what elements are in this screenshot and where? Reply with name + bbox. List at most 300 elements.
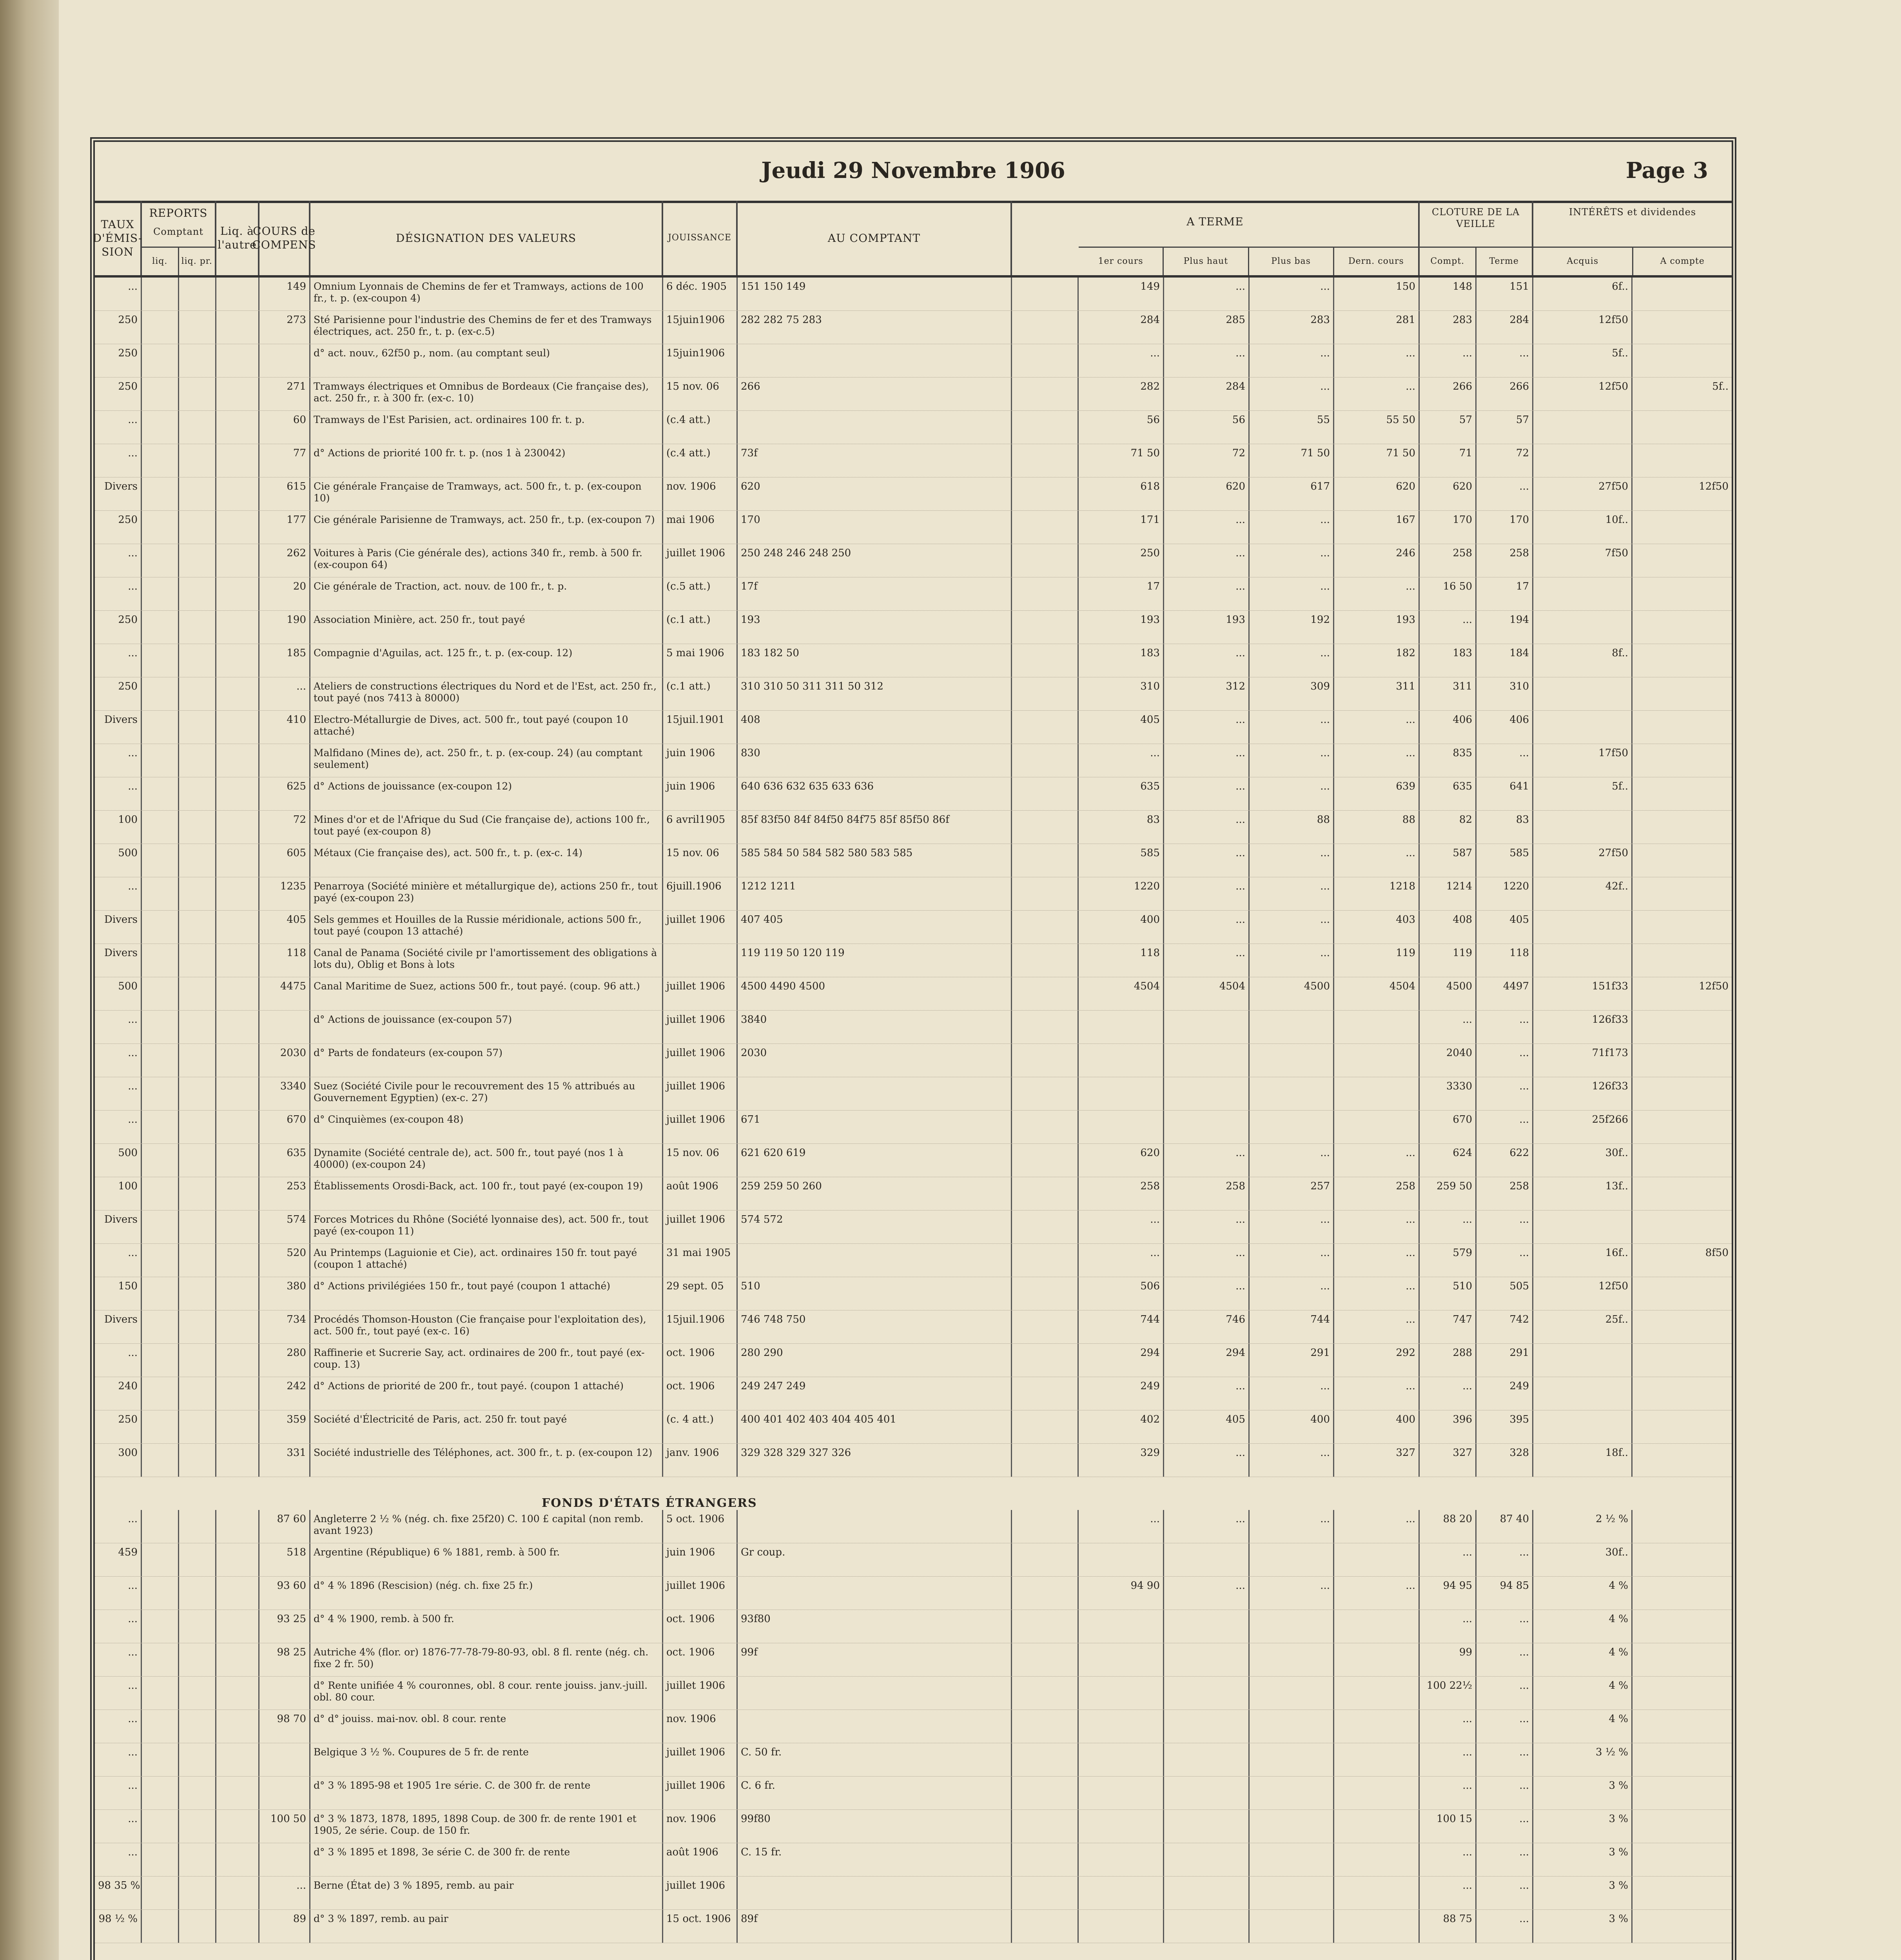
cloture-compt-cell: 4500	[1420, 977, 1477, 1010]
premier-cours-cell	[1079, 1710, 1164, 1743]
report-liqpr-cell	[179, 1810, 216, 1843]
designation-cell: Berne (État de) 3 % 1895, remb. au pair	[310, 1877, 663, 1909]
report-liqpr-cell	[179, 444, 216, 477]
interets-acquis-cell: 27f50	[1533, 844, 1633, 877]
premier-cours-cell: 258	[1079, 1177, 1164, 1210]
jouissance-cell: oct. 1906	[663, 1377, 738, 1410]
taux-cell: ...	[95, 1111, 142, 1143]
plus-bas-cell: 617	[1250, 477, 1334, 510]
plus-haut-cell: ...	[1164, 1444, 1250, 1477]
report-liqpr-cell	[179, 1743, 216, 1776]
premier-cours-cell	[1079, 1743, 1164, 1776]
cloture-compt-cell: ...	[1420, 1710, 1477, 1743]
taux-cell: ...	[95, 1044, 142, 1077]
interets-acompte-cell	[1633, 311, 1732, 344]
report-liqpr-cell	[179, 1410, 216, 1443]
dernier-cours-cell	[1334, 1044, 1420, 1077]
dernier-cours-cell	[1334, 1543, 1420, 1576]
terme-label-cell	[1012, 577, 1079, 610]
terme-label-cell	[1012, 278, 1079, 310]
plus-haut-cell: 285	[1164, 311, 1250, 344]
terme-label-cell	[1012, 911, 1079, 944]
terme-label-cell	[1012, 1843, 1079, 1876]
dernier-cours-cell	[1334, 1910, 1420, 1943]
cloture-terme-cell: 249	[1477, 1377, 1533, 1410]
interets-acquis-cell	[1533, 1210, 1633, 1243]
plus-haut-cell: ...	[1164, 344, 1250, 377]
interets-acquis-cell	[1533, 1377, 1633, 1410]
terme-label-cell	[1012, 1743, 1079, 1776]
cloture-terme-cell: ...	[1477, 1777, 1533, 1809]
dernier-cours-cell: 4504	[1334, 977, 1420, 1010]
terme-label-cell	[1012, 1410, 1079, 1443]
designation-cell: Argentine (République) 6 % 1881, remb. à 500 fr.	[310, 1543, 663, 1576]
interets-acompte-cell	[1633, 544, 1732, 577]
plus-haut-cell: 258	[1164, 1177, 1250, 1210]
cloture-compt-cell: ...	[1420, 1610, 1477, 1643]
taux-cell: ...	[95, 577, 142, 610]
terme-label-cell	[1012, 444, 1079, 477]
cloture-compt-cell: 396	[1420, 1410, 1477, 1443]
report-liqpr-cell	[179, 1044, 216, 1077]
terme-label-cell	[1012, 744, 1079, 777]
premier-cours-cell: 402	[1079, 1410, 1164, 1443]
designation-cell: d° 3 % 1897, remb. au pair	[310, 1910, 663, 1943]
cloture-terme-cell: 17	[1477, 577, 1533, 610]
plus-haut-cell: ...	[1164, 744, 1250, 777]
comptant-cell: 73f	[738, 444, 1012, 477]
designation-cell: Mines d'or et de l'Afrique du Sud (Cie française de), actions 100 fr., tout payé (ex-coupon 8)	[310, 811, 663, 844]
report-liq-cell	[142, 477, 179, 510]
cloture-terme-cell: 406	[1477, 711, 1533, 744]
report-liq-cell	[142, 444, 179, 477]
dernier-cours-cell: 400	[1334, 1410, 1420, 1443]
designation-cell: Malfidano (Mines de), act. 250 fr., t. p. (ex-coup. 24) (au comptant seulement)	[310, 744, 663, 777]
plus-bas-cell: 283	[1250, 311, 1334, 344]
plus-bas-cell: ...	[1250, 1577, 1334, 1610]
cloture-compt-cell: 57	[1420, 411, 1477, 444]
taux-cell: ...	[95, 1011, 142, 1044]
interets-acquis-cell: 12f50	[1533, 311, 1633, 344]
dernier-cours-cell: ...	[1334, 744, 1420, 777]
comptant-cell: 249 247 249	[738, 1377, 1012, 1410]
table-row	[95, 744, 1732, 777]
interets-acquis-cell: 4 %	[1533, 1710, 1633, 1743]
report-liqpr-cell	[179, 1144, 216, 1177]
page-date: Jeudi 29 Novembre 1906	[761, 158, 1065, 183]
col-cloture: CLOTURE DE LA VEILLE Compt. Terme	[1420, 201, 1533, 275]
terme-label-cell	[1012, 1877, 1079, 1909]
table-row	[95, 377, 1732, 411]
premier-cours-cell: ...	[1079, 744, 1164, 777]
interets-acompte-cell	[1633, 1810, 1732, 1843]
interets-acompte-cell	[1633, 1510, 1732, 1543]
cloture-terme-cell: ...	[1477, 477, 1533, 510]
terme-label-cell	[1012, 311, 1079, 344]
table-row	[95, 1677, 1732, 1710]
table-row	[95, 1810, 1732, 1843]
interets-acquis-cell	[1533, 944, 1633, 977]
cours-cell: 331	[259, 1444, 310, 1477]
report-liqpr-cell	[179, 1510, 216, 1543]
designation-cell: d° 3 % 1895-98 et 1905 1re série. C. de 300 fr. de rente	[310, 1777, 663, 1809]
premier-cours-cell: 83	[1079, 811, 1164, 844]
designation-cell: Établissements Orosdi-Back, act. 100 fr., tout payé (ex-coupon 19)	[310, 1177, 663, 1210]
table-row	[95, 844, 1732, 877]
jouissance-cell: oct. 1906	[663, 1610, 738, 1643]
table-row	[95, 1610, 1732, 1643]
cloture-terme-cell: 585	[1477, 844, 1533, 877]
cloture-terme-cell: 742	[1477, 1310, 1533, 1343]
cours-cell: 190	[259, 611, 310, 644]
comptant-cell: 89f	[738, 1910, 1012, 1943]
table-row	[95, 1510, 1732, 1543]
taux-cell: ...	[95, 278, 142, 310]
plus-haut-cell: 56	[1164, 411, 1250, 444]
taux-cell: ...	[95, 1577, 142, 1610]
jouissance-cell: 15 nov. 06	[663, 377, 738, 410]
interets-acquis-cell: 3 %	[1533, 1843, 1633, 1876]
jouissance-cell: juin 1906	[663, 777, 738, 810]
dernier-cours-cell	[1334, 1843, 1420, 1876]
table-row	[95, 1777, 1732, 1810]
cours-cell: 262	[259, 544, 310, 577]
report-liq-cell	[142, 611, 179, 644]
table-row	[95, 1444, 1732, 1477]
dernier-cours-cell: 327	[1334, 1444, 1420, 1477]
premier-cours-cell: 71 50	[1079, 444, 1164, 477]
cloture-compt-cell: 258	[1420, 544, 1477, 577]
cloture-compt-cell: 82	[1420, 811, 1477, 844]
liq-autre-cell	[216, 1610, 259, 1643]
table-row	[95, 1111, 1732, 1144]
report-liq-cell	[142, 1843, 179, 1876]
liq-autre-cell	[216, 544, 259, 577]
liq-autre-cell	[216, 1111, 259, 1143]
comptant-cell: 259 259 50 260	[738, 1177, 1012, 1210]
interets-acompte-cell	[1633, 1877, 1732, 1909]
designation-cell: Sels gemmes et Houilles de la Russie méridionale, actions 500 fr., tout payé (coupon 13 attaché)	[310, 911, 663, 944]
liq-autre-cell	[216, 1510, 259, 1543]
table-row	[95, 411, 1732, 444]
liq-autre-cell	[216, 1077, 259, 1110]
jouissance-cell: juillet 1906	[663, 911, 738, 944]
interets-acquis-cell: 16f..	[1533, 1244, 1633, 1277]
cloture-terme-cell: 118	[1477, 944, 1533, 977]
interets-acquis-cell	[1533, 1344, 1633, 1377]
interets-acompte-cell: 5f..	[1712, 381, 1729, 392]
dernier-cours-cell	[1334, 1877, 1420, 1909]
interets-acompte-cell	[1633, 877, 1732, 910]
premier-cours-cell: 294	[1079, 1344, 1164, 1377]
cours-cell: 518	[259, 1543, 310, 1576]
liq-autre-cell	[216, 278, 259, 310]
terme-label-cell	[1012, 611, 1079, 644]
cloture-compt-cell: 579	[1420, 1244, 1477, 1277]
plus-bas-cell: 88	[1250, 811, 1334, 844]
cours-cell: 635	[259, 1144, 310, 1177]
jouissance-cell: (c.4 att.)	[663, 444, 738, 477]
interets-acquis-cell	[1533, 444, 1633, 477]
plus-bas-cell: ...	[1250, 1444, 1334, 1477]
dernier-cours-cell: 55 50	[1334, 411, 1420, 444]
comptant-cell: 4500 4490 4500	[738, 977, 1012, 1010]
comptant-cell: 746 748 750	[738, 1310, 1012, 1343]
dernier-cours-cell: ...	[1334, 377, 1420, 410]
cours-cell: 4475	[259, 977, 310, 1010]
terme-label-cell	[1012, 544, 1079, 577]
terme-label-cell	[1012, 844, 1079, 877]
designation-cell: Cie générale de Traction, act. nouv. de 100 fr., t. p.	[310, 577, 663, 610]
comptant-cell: 830	[738, 744, 1012, 777]
plus-haut-cell: ...	[1164, 844, 1250, 877]
interets-acompte-cell	[1633, 1743, 1732, 1776]
plus-bas-cell: ...	[1250, 877, 1334, 910]
interets-acquis-cell: 4 %	[1533, 1577, 1633, 1610]
cloture-terme-cell: 194	[1477, 611, 1533, 644]
premier-cours-cell	[1079, 1677, 1164, 1710]
liq-autre-cell	[216, 1244, 259, 1277]
cloture-compt-cell: ...	[1420, 1543, 1477, 1576]
table-row	[95, 1277, 1732, 1310]
comptant-cell: 329 328 329 327 326	[738, 1444, 1012, 1477]
comptant-cell: 17f	[738, 577, 1012, 610]
cours-cell: 87 60	[259, 1510, 310, 1543]
comptant-cell: 510	[738, 1277, 1012, 1310]
terme-label-cell	[1012, 1444, 1079, 1477]
plus-bas-cell: ...	[1250, 1244, 1334, 1277]
premier-cours-cell	[1079, 1543, 1164, 1576]
interets-acquis-cell: 12f50	[1533, 377, 1633, 410]
plus-haut-cell: 72	[1164, 444, 1250, 477]
cloture-compt-cell: ...	[1420, 344, 1477, 377]
plus-bas-cell: ...	[1250, 1510, 1334, 1543]
jouissance-cell: 31 mai 1905	[663, 1244, 738, 1277]
dernier-cours-cell: 88	[1334, 811, 1420, 844]
terme-label-cell	[1012, 511, 1079, 544]
cloture-compt-cell: ...	[1420, 611, 1477, 644]
dernier-cours-cell: 167	[1334, 511, 1420, 544]
table-row	[95, 1643, 1732, 1677]
cloture-terme-cell: 83	[1477, 811, 1533, 844]
interets-acompte-cell	[1633, 711, 1732, 744]
report-liqpr-cell	[179, 1777, 216, 1809]
liq-autre-cell	[216, 1277, 259, 1310]
plus-bas-cell: ...	[1250, 278, 1334, 310]
table-row	[95, 1410, 1732, 1444]
jouissance-cell: juin 1906	[663, 744, 738, 777]
jouissance-cell: juillet 1906	[663, 1011, 738, 1044]
cloture-terme-cell: ...	[1477, 1710, 1533, 1743]
dernier-cours-cell: 1218	[1334, 877, 1420, 910]
interets-acquis-cell: 126f33	[1533, 1011, 1633, 1044]
table-row	[95, 1011, 1732, 1044]
terme-label-cell	[1012, 1210, 1079, 1243]
premier-cours-cell	[1079, 1044, 1164, 1077]
liq-autre-cell	[216, 811, 259, 844]
interets-acquis-cell: 27f50	[1533, 477, 1633, 510]
section-title: FONDS D'ÉTATS ÉTRANGERS	[542, 1496, 757, 1510]
jouissance-cell: (c.4 att.)	[663, 411, 738, 444]
premier-cours-cell	[1079, 1111, 1164, 1143]
interets-acompte-cell	[1633, 511, 1732, 544]
interets-acompte-cell	[1633, 278, 1732, 310]
dernier-cours-cell: ...	[1334, 1377, 1420, 1410]
liq-autre-cell	[216, 1777, 259, 1809]
interets-acquis-cell: 71f173	[1533, 1044, 1633, 1077]
liq-autre-cell	[216, 511, 259, 544]
table-row	[95, 1210, 1732, 1244]
terme-label-cell	[1012, 1044, 1079, 1077]
liq-autre-cell	[216, 1444, 259, 1477]
report-liq-cell	[142, 1910, 179, 1943]
cloture-terme-cell: ...	[1477, 1877, 1533, 1909]
interets-acquis-cell: 17f50	[1533, 744, 1633, 777]
report-liq-cell	[142, 278, 179, 310]
premier-cours-cell	[1079, 1777, 1164, 1809]
premier-cours-cell	[1079, 1077, 1164, 1110]
table-row	[95, 278, 1732, 311]
report-liq-cell	[142, 1510, 179, 1543]
comptant-cell: 93f80	[738, 1610, 1012, 1643]
plus-haut-cell: ...	[1164, 1277, 1250, 1310]
terme-label-cell	[1012, 1543, 1079, 1576]
cloture-compt-cell: 283	[1420, 311, 1477, 344]
premier-cours-cell: 284	[1079, 311, 1164, 344]
plus-bas-cell: 309	[1250, 677, 1334, 710]
taux-cell: 250	[95, 611, 142, 644]
page-header	[95, 142, 1732, 203]
taux-cell: ...	[95, 777, 142, 810]
comptant-cell: 250 248 246 248 250	[738, 544, 1012, 577]
report-liqpr-cell	[179, 477, 216, 510]
terme-label-cell	[1012, 811, 1079, 844]
plus-bas-cell	[1250, 1910, 1334, 1943]
plus-bas-cell	[1250, 1743, 1334, 1776]
cours-cell: 253	[259, 1177, 310, 1210]
premier-cours-cell: ...	[1079, 1244, 1164, 1277]
section-heading	[95, 1477, 1732, 1510]
comptant-cell: 310 310 50 311 311 50 312	[738, 677, 1012, 710]
comptant-cell: 407 405	[738, 911, 1012, 944]
report-liqpr-cell	[179, 911, 216, 944]
premier-cours-cell	[1079, 1843, 1164, 1876]
comptant-cell	[738, 1510, 1012, 1543]
plus-bas-cell	[1250, 1710, 1334, 1743]
interets-acquis-cell: 18f..	[1533, 1444, 1633, 1477]
comptant-cell: 408	[738, 711, 1012, 744]
plus-haut-cell: ...	[1164, 811, 1250, 844]
cloture-compt-cell: 148	[1420, 278, 1477, 310]
cloture-terme-cell: ...	[1477, 344, 1533, 377]
designation-cell: d° Actions de priorité 100 fr. t. p. (nos 1 à 230042)	[310, 444, 663, 477]
cours-cell: 93 60	[259, 1577, 310, 1610]
cloture-compt-cell: 183	[1420, 644, 1477, 677]
plus-haut-cell	[1164, 1677, 1250, 1710]
premier-cours-cell: 171	[1079, 511, 1164, 544]
cours-cell: 185	[259, 644, 310, 677]
taux-cell: ...	[95, 444, 142, 477]
cloture-terme-cell: 622	[1477, 1144, 1533, 1177]
cloture-terme-cell: 1220	[1477, 877, 1533, 910]
dernier-cours-cell	[1334, 1011, 1420, 1044]
cours-cell: 93 25	[259, 1610, 310, 1643]
dernier-cours-cell: ...	[1334, 1310, 1420, 1343]
interets-acompte-cell	[1633, 1543, 1732, 1576]
report-liq-cell	[142, 1077, 179, 1110]
cloture-terme-cell: 57	[1477, 411, 1533, 444]
terme-label-cell	[1012, 1777, 1079, 1809]
cours-cell: 20	[259, 577, 310, 610]
interets-acompte-cell	[1633, 1344, 1732, 1377]
cours-cell: 625	[259, 777, 310, 810]
plus-haut-cell	[1164, 1843, 1250, 1876]
cloture-terme-cell: 87 40	[1477, 1510, 1533, 1543]
table-row	[95, 611, 1732, 644]
premier-cours-cell	[1079, 1643, 1164, 1676]
terme-label-cell	[1012, 477, 1079, 510]
plus-bas-cell	[1250, 1777, 1334, 1809]
jouissance-cell: juillet 1906	[663, 1743, 738, 1776]
plus-bas-cell: 71 50	[1250, 444, 1334, 477]
cours-cell: 574	[259, 1210, 310, 1243]
plus-haut-cell: 746	[1164, 1310, 1250, 1343]
premier-cours-cell: 250	[1079, 544, 1164, 577]
cloture-compt-cell: ...	[1420, 1210, 1477, 1243]
report-liq-cell	[142, 1177, 179, 1210]
report-liq-cell	[142, 1777, 179, 1809]
premier-cours-cell: 94 90	[1079, 1577, 1164, 1610]
table-row	[95, 644, 1732, 677]
report-liq-cell	[142, 1244, 179, 1277]
table-row	[95, 1377, 1732, 1410]
report-liqpr-cell	[179, 1177, 216, 1210]
cours-cell: 98 70	[259, 1710, 310, 1743]
jouissance-cell: oct. 1906	[663, 1344, 738, 1377]
comptant-cell: 99f	[738, 1643, 1012, 1676]
comptant-cell: 85f 83f50 84f 84f50 84f75 85f 85f50 86f	[738, 811, 1012, 844]
terme-label-cell	[1012, 644, 1079, 677]
jouissance-cell: (c.1 att.)	[663, 677, 738, 710]
taux-cell: ...	[95, 1244, 142, 1277]
taux-cell: 240	[95, 1377, 142, 1410]
comptant-cell: 183 182 50	[738, 644, 1012, 677]
jouissance-cell: juillet 1906	[663, 1777, 738, 1809]
designation-cell: Procédés Thomson-Houston (Cie française pour l'exploitation des), act. 500 fr., tout payé (ex-c. 16)	[310, 1310, 663, 1343]
interets-acompte-cell	[1633, 944, 1732, 977]
report-liq-cell	[142, 644, 179, 677]
terme-label-cell	[1012, 1111, 1079, 1143]
liq-autre-cell	[216, 1177, 259, 1210]
cloture-terme-cell: ...	[1477, 1743, 1533, 1776]
jouissance-cell: 6 avril1905	[663, 811, 738, 844]
designation-cell: d° Rente unifiée 4 % couronnes, obl. 8 cour. rente jouiss. janv.-juill. obl. 80 cour.	[310, 1677, 663, 1710]
premier-cours-cell: 17	[1079, 577, 1164, 610]
cours-cell	[259, 1843, 310, 1876]
jouissance-cell: (c.5 att.)	[663, 577, 738, 610]
terme-label-cell	[1012, 711, 1079, 744]
designation-cell: Société industrielle des Téléphones, act. 300 fr., t. p. (ex-coupon 12)	[310, 1444, 663, 1477]
report-liqpr-cell	[179, 1277, 216, 1310]
report-liqpr-cell	[179, 1111, 216, 1143]
interets-acquis-cell: 3 %	[1533, 1810, 1633, 1843]
jouissance-cell: 5 oct. 1906	[663, 1510, 738, 1543]
jouissance-cell	[663, 944, 738, 977]
taux-cell: Divers	[95, 477, 142, 510]
taux-cell: 250	[95, 677, 142, 710]
jouissance-cell: 5 mai 1906	[663, 644, 738, 677]
plus-bas-cell: ...	[1250, 344, 1334, 377]
